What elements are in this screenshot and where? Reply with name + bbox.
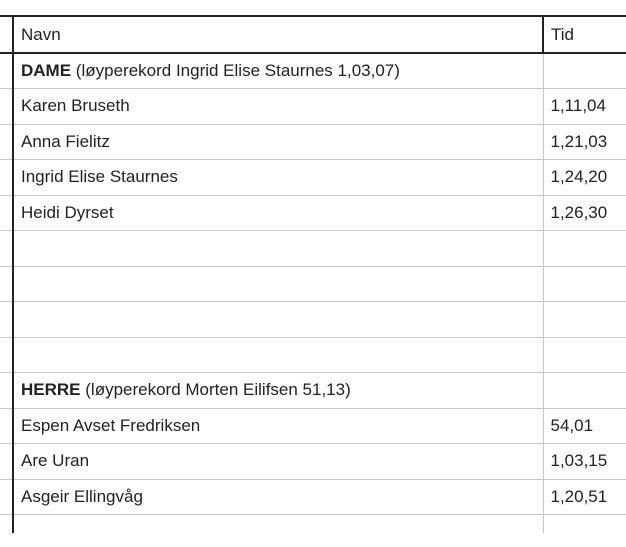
name-cell	[13, 337, 543, 373]
name-cell	[13, 231, 543, 267]
time-cell: 1,26,30	[543, 195, 626, 231]
category-row-herre	[0, 373, 626, 409]
name-cell: Heidi Dyrset	[13, 195, 543, 231]
category-time-cell	[543, 373, 626, 409]
table-row	[0, 337, 626, 373]
time-cell: 1,20,51	[543, 479, 626, 515]
name-cell: Ingrid Elise Staurnes	[13, 160, 543, 196]
table-row	[0, 444, 626, 480]
table-row	[0, 124, 626, 160]
table-row	[0, 160, 626, 196]
time-cell	[543, 266, 626, 302]
row-gutter	[0, 231, 13, 267]
table-row	[0, 302, 626, 338]
category-cell	[13, 53, 543, 89]
row-gutter	[0, 16, 13, 53]
table-row	[0, 408, 626, 444]
table-row	[0, 231, 626, 267]
time-cell: 1,03,15	[543, 444, 626, 480]
name-cell: Are Uran	[13, 444, 543, 480]
row-gutter	[0, 408, 13, 444]
name-cell	[13, 266, 543, 302]
name-cell: Karen Bruseth	[13, 89, 543, 125]
name-cell: Espen Avset Fredriksen	[13, 408, 543, 444]
record-note: (løyperekord Ingrid Elise Staurnes 1,03,07)	[75, 61, 400, 80]
header-row	[0, 16, 626, 53]
category-time-cell	[543, 53, 626, 89]
time-cell: 1,24,20	[543, 160, 626, 196]
time-cell	[543, 515, 626, 533]
name-cell: Asgeir Ellingvåg	[13, 479, 543, 515]
row-gutter	[0, 479, 13, 515]
results-table-container	[0, 15, 626, 533]
row-gutter	[0, 302, 13, 338]
table-row	[0, 266, 626, 302]
name-cell: Anna Fielitz	[13, 124, 543, 160]
category-cell	[13, 373, 543, 409]
column-header-time: Tid	[543, 16, 626, 53]
category-row-dame	[0, 53, 626, 89]
record-note: (løyperekord Morten Eilifsen 51,13)	[85, 380, 351, 400]
name-cell	[13, 302, 543, 338]
table-row	[0, 479, 626, 515]
category-label: HERRE	[21, 380, 81, 400]
category-label: DAME	[21, 61, 72, 80]
row-gutter	[0, 337, 13, 373]
row-gutter	[0, 124, 13, 160]
name-cell	[13, 515, 543, 533]
row-gutter	[0, 53, 13, 89]
table-row	[0, 195, 626, 231]
time-cell	[543, 302, 626, 338]
row-gutter	[0, 266, 13, 302]
row-gutter	[0, 195, 13, 231]
time-cell: 54,01	[543, 408, 626, 444]
table-row	[0, 515, 626, 533]
time-cell	[543, 337, 626, 373]
table-row	[0, 89, 626, 125]
results-table	[0, 15, 626, 533]
row-gutter	[0, 444, 13, 480]
row-gutter	[0, 160, 13, 196]
time-cell: 1,21,03	[543, 124, 626, 160]
time-cell: 1,11,04	[543, 89, 626, 125]
row-gutter	[0, 515, 13, 533]
column-header-name: Navn	[13, 16, 543, 53]
row-gutter	[0, 89, 13, 125]
row-gutter	[0, 373, 13, 409]
time-cell	[543, 231, 626, 267]
